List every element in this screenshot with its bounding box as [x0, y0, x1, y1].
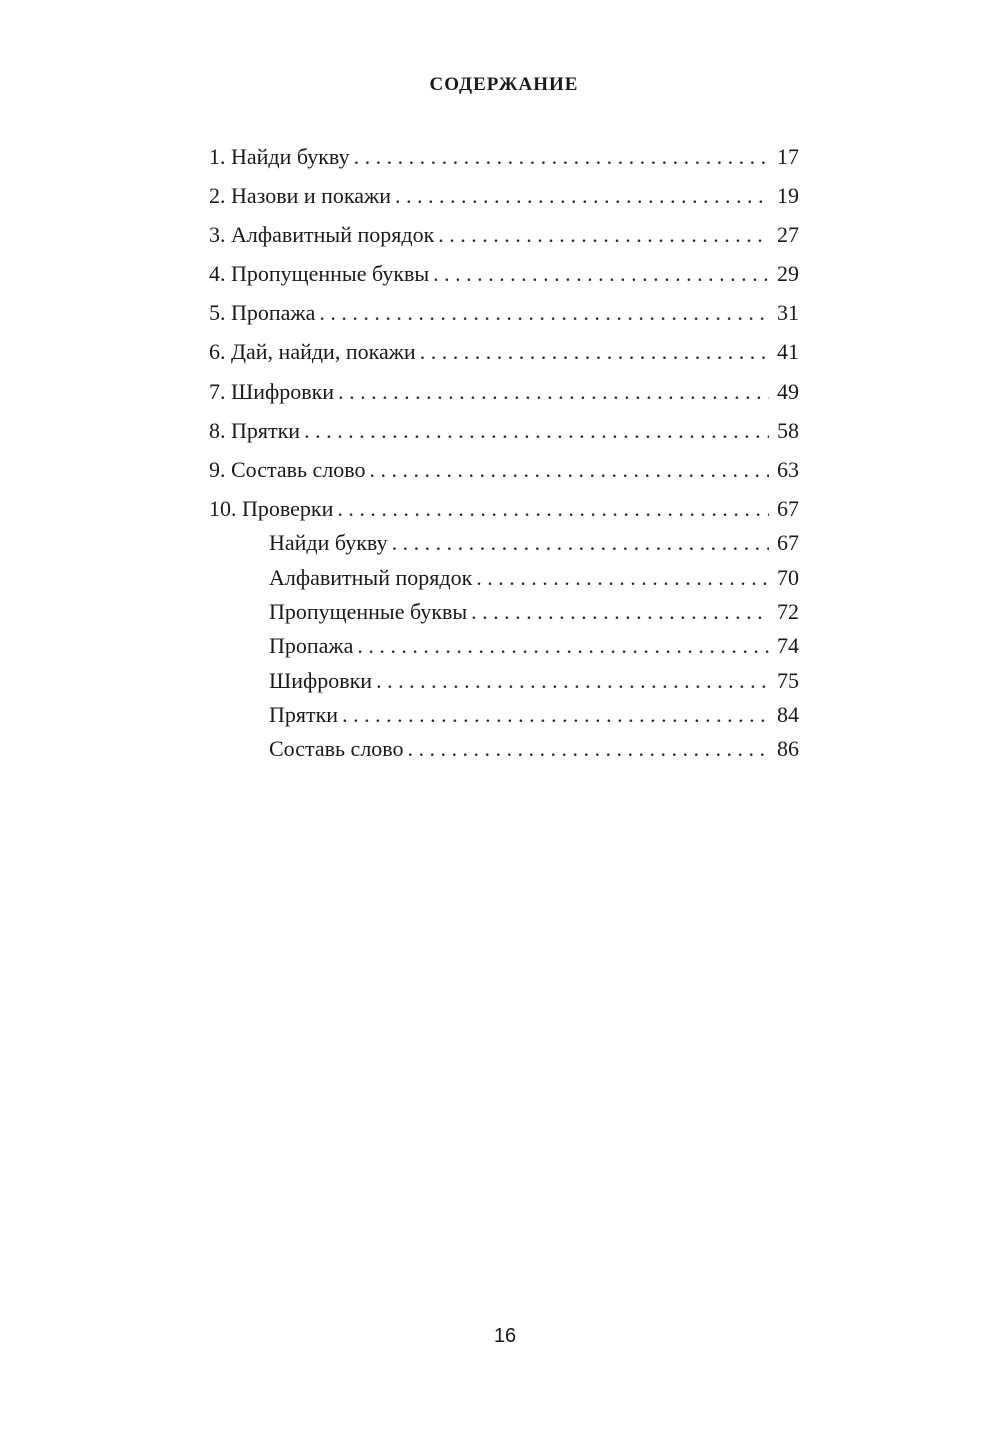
toc-entry-page: 29	[777, 261, 799, 287]
toc-subentry-title: Найди букву	[269, 530, 388, 556]
dot-leader	[392, 528, 769, 558]
dot-leader	[471, 597, 769, 627]
toc-subentry-title: Шифровки	[269, 667, 373, 693]
toc-entry-page: 17	[777, 144, 799, 169]
toc-subentry[interactable]	[209, 631, 799, 661]
toc-entry-title: 1. Найди букву	[209, 144, 350, 169]
dot-leader	[342, 700, 769, 730]
toc-entry-title: 10. Проверки	[209, 495, 334, 521]
toc-entry[interactable]	[209, 259, 799, 289]
toc-subentry[interactable]	[209, 597, 799, 627]
toc-subentry-page: 67	[777, 530, 799, 556]
toc-entry-page: 31	[777, 300, 799, 326]
dot-leader	[304, 416, 769, 446]
table-of-contents	[209, 142, 799, 768]
toc-entry[interactable]	[209, 181, 799, 211]
toc-subentry[interactable]	[209, 528, 799, 558]
toc-subentry[interactable]	[209, 666, 799, 696]
dot-leader	[438, 220, 769, 250]
dot-leader	[376, 666, 769, 696]
toc-entry-page: 19	[777, 183, 799, 209]
toc-entry-page: 41	[777, 339, 799, 365]
toc-entry-title: 8. Прятки	[209, 417, 301, 443]
toc-entry[interactable]	[209, 337, 799, 367]
toc-entry-title: 2. Назови и покажи	[209, 183, 392, 209]
toc-entry-title: 7. Шифровки	[209, 378, 335, 404]
toc-subentry-page: 75	[777, 667, 799, 693]
dot-leader	[370, 455, 769, 485]
dot-leader	[433, 259, 769, 289]
toc-entry-title: 6. Дай, найди, покажи	[209, 339, 416, 365]
toc-entry[interactable]	[209, 494, 799, 524]
toc-entry[interactable]	[209, 455, 799, 485]
page-number: 16	[493, 1325, 517, 1347]
toc-subentry-title: Пропущенные буквы	[269, 598, 468, 624]
toc-subentry-title: Прятки	[269, 701, 339, 727]
toc-entry[interactable]	[209, 220, 799, 250]
toc-subentry-page: 84	[777, 701, 799, 727]
toc-subentry[interactable]	[209, 700, 799, 730]
toc-subentry[interactable]	[209, 734, 799, 764]
dot-leader	[420, 337, 769, 367]
dot-leader	[338, 377, 769, 407]
dot-leader	[354, 142, 769, 172]
toc-subentry-title: Алфавитный порядок	[269, 564, 473, 590]
dot-leader	[476, 563, 769, 593]
dot-leader	[395, 181, 769, 211]
toc-subentry[interactable]	[209, 563, 799, 593]
toc-entry-page: 49	[777, 378, 799, 404]
toc-entry-title: 3. Алфавитный порядок	[209, 222, 435, 248]
toc-entry-page: 27	[777, 222, 799, 248]
dot-leader	[357, 631, 769, 661]
toc-entry-page: 58	[777, 417, 799, 443]
toc-subentry-page: 72	[777, 598, 799, 624]
toc-subentry-page: 70	[777, 564, 799, 590]
toc-entry[interactable]	[209, 298, 799, 328]
dot-leader	[408, 734, 769, 764]
toc-subentry-title: Составь слово	[269, 736, 404, 762]
toc-entry-title: 9. Составь слово	[209, 456, 366, 482]
dot-leader	[319, 298, 769, 328]
toc-subentry-title: Пропажа	[269, 633, 354, 659]
toc-entry-title: 4. Пропущенные буквы	[209, 261, 430, 287]
toc-entry[interactable]	[209, 377, 799, 407]
toc-entry-page: 63	[777, 456, 799, 482]
dot-leader	[337, 494, 769, 524]
toc-subentry-page: 74	[777, 633, 799, 659]
toc-subentry-page: 86	[777, 736, 799, 762]
page-title: СОДЕРЖАНИЕ	[429, 74, 579, 95]
toc-entry-page: 67	[777, 495, 799, 521]
toc-entry-title: 5. Пропажа	[209, 300, 316, 326]
toc-entry[interactable]	[209, 416, 799, 446]
toc-entry[interactable]	[209, 142, 799, 172]
